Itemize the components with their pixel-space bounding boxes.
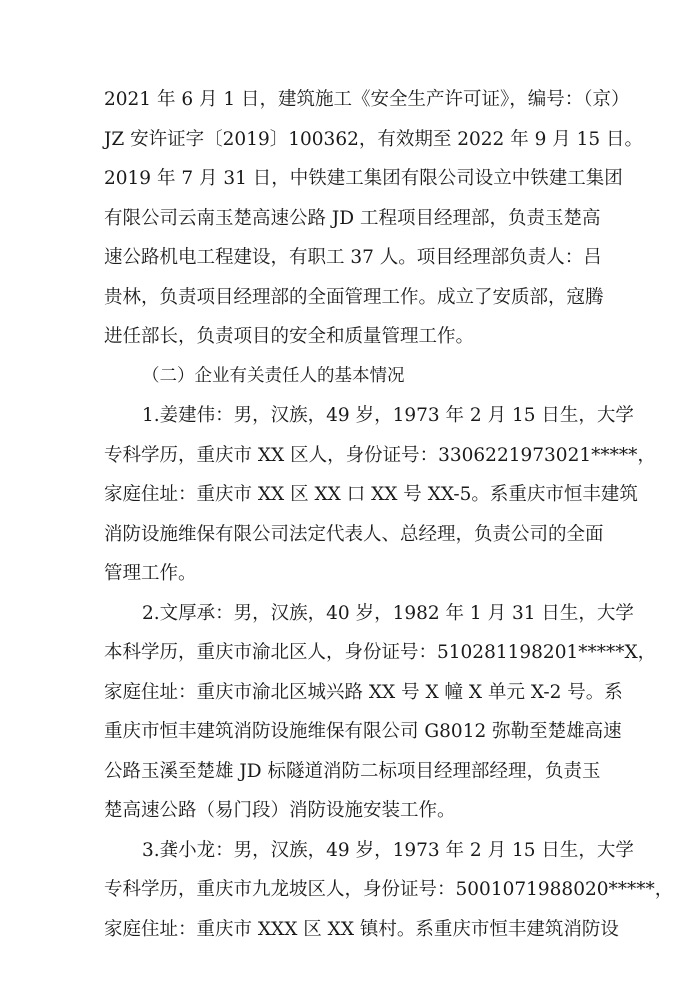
- section-heading: （二）企业有关责任人的基本情况: [142, 365, 405, 386]
- text-line: 消防设施维保有限公司法定代表人、总经理，负责公司的全面: [104, 523, 604, 545]
- text-line: 速公路机电工程建设，有职工 37 人。项目经理部负责人：吕: [104, 247, 602, 268]
- text-line: 2019 年 7 月 31 日，中铁建工集团有限公司设立中铁建工集团: [104, 168, 623, 189]
- text-line: 楚高速公路（易门段）消防设施安装工作。: [104, 800, 456, 821]
- text-line: 进任部长，负责项目的安全和质量管理工作。: [104, 326, 475, 347]
- text-line: 1.姜建伟：男，汉族，49 岁，1973 年 2 月 15 日生，大学: [142, 405, 634, 426]
- text-line: 2021 年 6 月 1 日，建筑施工《安全生产许可证》，编号：（京）: [104, 89, 630, 110]
- text-line: 本科学历，重庆市渝北区人，身份证号：510281198201*****X，: [104, 642, 657, 663]
- text-line: 重庆市恒丰建筑消防设施维保有限公司 G8012 弥勒至楚雄高速: [104, 721, 622, 742]
- text-line: 有限公司云南玉楚高速公路 JD 工程项目经理部，负责玉楚高: [104, 207, 601, 229]
- text-line: 专科学历，重庆市九龙坡区人，身份证号：5001071988020*****，: [104, 879, 674, 900]
- text-line: 3.龚小龙：男，汉族，49 岁，1973 年 2 月 15 日生，大学: [142, 839, 634, 861]
- text-line: 管理工作。: [104, 563, 197, 584]
- text-line: 2.文厚承：男，汉族，40 岁，1982 年 1 月 31 日生，大学: [142, 602, 634, 624]
- text-line: 家庭住址：重庆市 XXX 区 XX 镇村。系重庆市恒丰建筑消防设: [104, 918, 619, 940]
- text-line: 贵林，负责项目经理部的全面管理工作。成立了安质部，寇腾: [104, 286, 604, 308]
- text-line: 专科学历，重庆市 XX 区人，身份证号：3306221973021*****，: [104, 444, 656, 466]
- document-body: [104, 80, 674, 949]
- text-line: JZ 安许证字〔2019〕100362，有效期至 2022 年 9 月 15 日。: [104, 128, 644, 150]
- text-line: 家庭住址：重庆市 XX 区 XX 口 XX 号 XX-5。系重庆市恒丰建筑: [104, 484, 638, 505]
- text-line: 家庭住址：重庆市渝北区城兴路 XX 号 X 幢 X 单元 X-2 号。系: [104, 681, 623, 703]
- text-line: 公路玉溪至楚雄 JD 标隧道消防二标项目经理部经理，负责玉: [104, 760, 601, 782]
